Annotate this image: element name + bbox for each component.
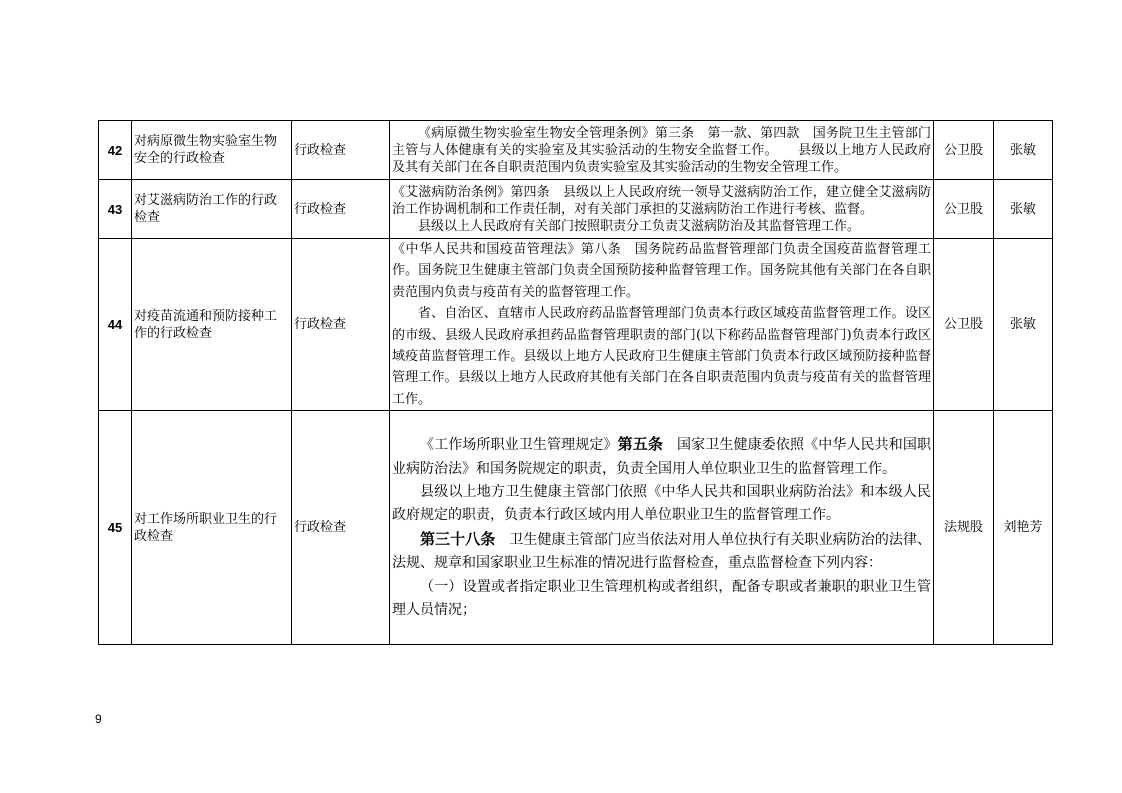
legal-basis bbox=[390, 239, 934, 411]
basis-paragraph: 《中华人民共和国疫苗管理法》第八条 国务院药品监督管理部门负责全国疫苗监督管理工作。国务院卫生健康主管部门负责全国预防接种监督管理工作。国务院其他有关部门在各自职责范围内负责与疫苗有关的监督管理工作。 bbox=[392, 242, 931, 300]
basis-paragraph bbox=[392, 528, 931, 576]
basis-paragraph: 省、自治区、直辖市人民政府药品监督管理部门负责本行政区域疫苗监督管理工作。设区的市级、县级人民政府承担药品监督管理职责的部门(以下称药品监督管理部门)负责本行政区域疫苗监督管理工作。县级以上地方人民政府卫生健康主管部门负责本行政区域预防接种监督管理工作。县级以上地方人民政府其他有关部门在各自职责范围内负责与疫苗有关的监督管理工作。 bbox=[392, 306, 931, 407]
table-row bbox=[99, 411, 1053, 645]
item-type: 行政检查 bbox=[292, 411, 390, 645]
row-number: 43 bbox=[99, 180, 132, 239]
responsible-dept: 公卫股 bbox=[934, 180, 994, 239]
page-number: 9 bbox=[95, 712, 102, 726]
basis-paragraph: （一）设置或者指定职业卫生管理机构或者组织，配备专职或者兼职的职业卫生管理人员情况； bbox=[392, 578, 931, 618]
item-type: 行政检查 bbox=[292, 121, 390, 180]
responsible-person: 张敏 bbox=[994, 121, 1053, 180]
article-heading: 第三十八条 bbox=[420, 529, 496, 548]
item-name: 对工作场所职业卫生的行政检查 bbox=[132, 411, 292, 645]
item-name: 对疫苗流通和预防接种工作的行政检查 bbox=[132, 239, 292, 411]
item-name: 对病原微生物实验室生物安全的行政检查 bbox=[132, 121, 292, 180]
regulation-title: 《工作场所职业卫生管理规定》 bbox=[420, 437, 618, 454]
article-heading: 第五条 bbox=[617, 435, 663, 454]
table-row bbox=[99, 180, 1053, 239]
responsible-dept: 公卫股 bbox=[934, 121, 994, 180]
item-type: 行政检查 bbox=[292, 239, 390, 411]
basis-paragraph bbox=[392, 433, 931, 481]
duties-table bbox=[98, 120, 1053, 645]
row-number: 42 bbox=[99, 121, 132, 180]
responsible-person: 张敏 bbox=[994, 180, 1053, 239]
basis-paragraph: 县级以上人民政府有关部门按照职责分工负责艾滋病防治及其监督管理工作。 bbox=[418, 218, 861, 234]
basis-paragraph: 《病原微生物实验室生物安全管理条例》第三条 第一款、第四款 国务院卫生主管部门主管与人体健康有关的实验室及其实验活动的生物安全监督工作。 县级以上地方人民政府及其有关部门在各自职责范围内负责实验室及其实验活动的生物安全管理工作。 bbox=[392, 125, 931, 175]
legal-basis bbox=[390, 411, 934, 645]
responsible-dept: 法规股 bbox=[934, 411, 994, 645]
row-number: 45 bbox=[99, 411, 132, 645]
table-row bbox=[99, 121, 1053, 180]
article-text: 卫生健康主管部门应当依法对用人单位执行有关职业病防治的法律、法规、规章和国家职业卫生标准的情况进行监督检查，重点监督检查下列内容： bbox=[392, 531, 931, 572]
basis-paragraph: 县级以上地方卫生健康主管部门依照《中华人民共和国职业病防治法》和本级人民政府规定的职责，负责本行政区域内用人单位职业卫生的监督管理工作。 bbox=[392, 483, 931, 524]
article-text: 国家卫生健康委依照《中华人民共和国职业病防治法》和国务院规定的职责，负责全国用人单位职业卫生的监督管理工作。 bbox=[392, 437, 931, 477]
item-type: 行政检查 bbox=[292, 180, 390, 239]
legal-basis bbox=[390, 121, 934, 180]
responsible-person: 刘艳芳 bbox=[994, 411, 1053, 645]
table-row bbox=[99, 239, 1053, 411]
item-name: 对艾滋病防治工作的行政检查 bbox=[132, 180, 292, 239]
legal-basis bbox=[390, 180, 934, 239]
row-number: 44 bbox=[99, 239, 132, 411]
responsible-dept: 公卫股 bbox=[934, 239, 994, 411]
basis-paragraph: 《艾滋病防治条例》第四条 县级以上人民政府统一领导艾滋病防治工作，建立健全艾滋病防治工作协调机制和工作责任制，对有关部门承担的艾滋病防治工作进行考核、监督。 bbox=[392, 184, 931, 217]
responsible-person: 张敏 bbox=[994, 239, 1053, 411]
